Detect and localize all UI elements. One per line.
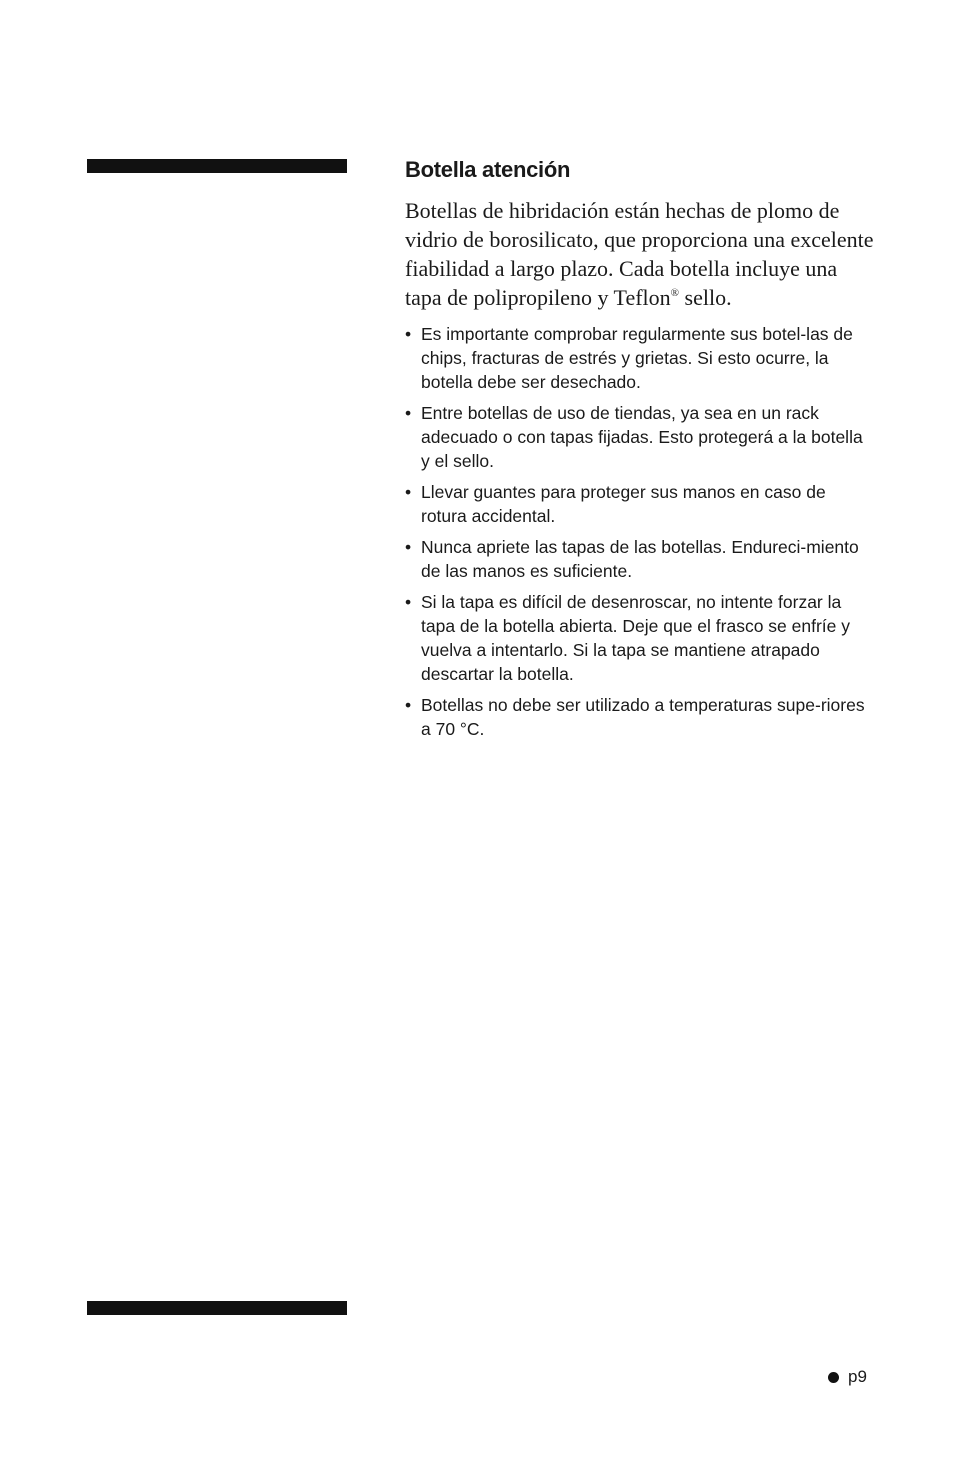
list-item-text: Es importante comprobar regularmente sus botel-las de chips, fracturas de estrés y grietas. Si esto ocurre, la botella debe ser desechado.: [421, 324, 853, 392]
intro-text: Botellas de hibridación están hechas de plomo de vidrio de borosilicato, que proporciona una excelente fiabilidad a largo plazo. Cada botella incluye una tapa de polipropileno y Teflon: [405, 198, 874, 310]
list-item: [405, 401, 875, 473]
section-content: [405, 155, 875, 748]
top-divider-bar: [87, 159, 347, 173]
intro-text-end: sello.: [679, 285, 732, 310]
list-item-text: Entre botellas de uso de tiendas, ya sea en un rack adecuado o con tapas fijadas. Esto protegerá a la botella y el sello.: [421, 403, 863, 471]
page-number: p9: [848, 1367, 867, 1386]
list-item-text: Si la tapa es difícil de desenroscar, no intente forzar la tapa de la botella abierta. Deje que el frasco se enfríe y vuelva a intentarlo. Si la tapa se mantiene atrapado descartar la botella.: [421, 592, 851, 684]
bullet-icon: •: [405, 324, 412, 344]
page-footer: [828, 1366, 867, 1388]
list-item: [405, 480, 875, 528]
list-item-text: Botellas no debe ser utilizado a temperaturas supe-riores a 70 °C.: [421, 695, 865, 739]
bottom-divider-bar: [87, 1301, 347, 1315]
intro-paragraph: [405, 196, 875, 312]
bullet-icon: •: [405, 537, 412, 557]
list-item-text: Llevar guantes para proteger sus manos en caso de rotura accidental.: [421, 482, 826, 526]
section-heading: Botella atención: [405, 157, 571, 182]
bullet-icon: •: [405, 592, 412, 612]
registered-mark: ®: [670, 287, 680, 299]
bullet-icon: •: [405, 482, 412, 502]
bullet-icon: •: [405, 695, 412, 715]
list-item-text: Nunca apriete las tapas de las botellas. Endureci-miento de las manos es suficiente.: [421, 537, 859, 581]
list-item: [405, 535, 875, 583]
list-item: [405, 322, 875, 394]
filled-circle-icon: [828, 1372, 839, 1383]
list-item: [405, 590, 875, 686]
bullet-list: [405, 322, 875, 741]
list-item: [405, 693, 875, 741]
bullet-icon: •: [405, 403, 412, 423]
